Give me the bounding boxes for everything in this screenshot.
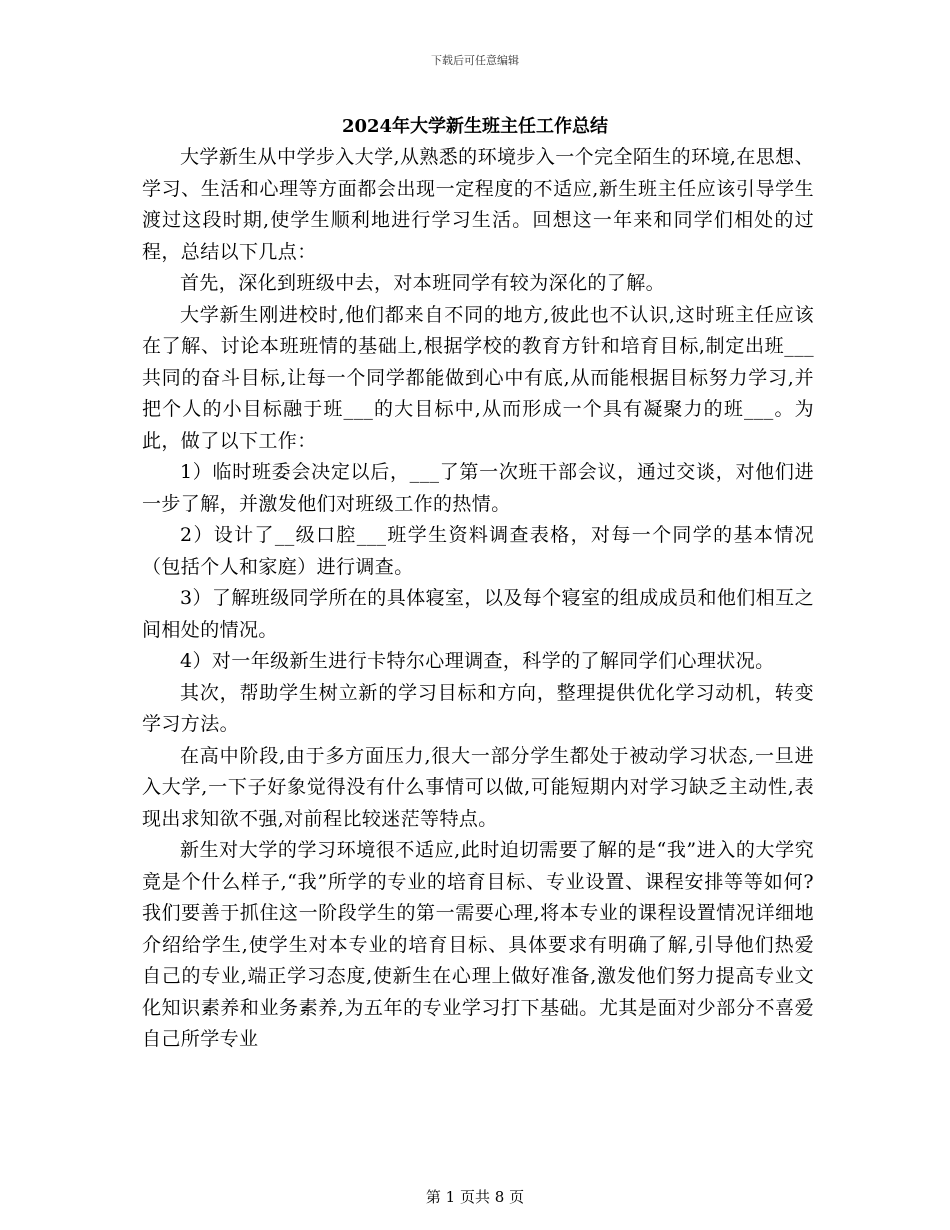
- paragraph: 2）设计了__级口腔___班学生资料调查表格，对每一个同学的基本情况（包括个人和家庭）进行调查。: [142, 524, 814, 578]
- paragraph: 3）了解班级同学所在的具体寝室，以及每个寝室的组成成员和他们相互之间相处的情况。: [142, 587, 814, 641]
- paragraph: 1）临时班委会决定以后，___了第一次班干部会议，通过交谈，对他们进一步了解，并激发他们对班级工作的热情。: [142, 461, 814, 515]
- paragraph: 首先，深化到班级中去，对本班同学有较为深化的了解。: [180, 272, 666, 294]
- paragraph: 大学新生刚进校时,他们都来自不同的地方,彼此也不认识,这时班主任应该在了解、讨论本班班情的基础上,根据学校的教育方针和培育目标,制定出班___共同的奋斗目标,让每一个同学都能做到心中有底,从而能根据目标努力学习,并把个人的小目标融于班___的大目标中,从而形成一个具有凝聚力的班___。为此，做了以下工作：: [142, 303, 814, 452]
- document-title: 2024年大学新生班主任工作总结: [341, 116, 609, 137]
- paragraph: 在高中阶段,由于多方面压力,很大一部分学生都处于被动学习状态,一旦进入大学,一下子好象觉得没有什么事情可以做,可能短期内对学习缺乏主动性,表现出求知欲不强,对前程比较迷茫等特点。: [142, 744, 814, 830]
- paragraph: 大学新生从中学步入大学,从熟悉的环境步入一个完全陌生的环境,在思想、学习、生活和心理等方面都会出现一定程度的不适应,新生班主任应该引导学生渡过这段时期,使学生顺利地进行学习生活。回想这一年来和同学们相处的过程，总结以下几点：: [142, 146, 814, 263]
- page-number: 第 1 页共 8 页: [425, 1188, 525, 1206]
- paragraph: 其次，帮助学生树立新的学习目标和方向，整理提供优化学习动机，转变学习方法。: [142, 681, 814, 735]
- document-body: [142, 142, 814, 1056]
- paragraph: 4）对一年级新生进行卡特尔心理调查，科学的了解同学们心理状况。: [180, 650, 775, 672]
- header-note: 下载后可任意编辑: [431, 54, 519, 67]
- paragraph: 新生对大学的学习环境很不适应,此时迫切需要了解的是“我”进入的大学究竟是个什么样子,“我”所学的专业的培育目标、专业设置、课程安排等等如何?我们要善于抓住这一阶段学生的第一需要心理,将本专业的课程设置情况详细地介绍给学生,使学生对本专业的培育目标、具体要求有明确了解,引导他们热爱自己的专业,端正学习态度,使新生在心理上做好准备,激发他们努力提高专业文化知识素养和业务素养,为五年的专业学习打下基础。尤其是面对少部分不喜爱自己所学专业: [142, 839, 814, 1050]
